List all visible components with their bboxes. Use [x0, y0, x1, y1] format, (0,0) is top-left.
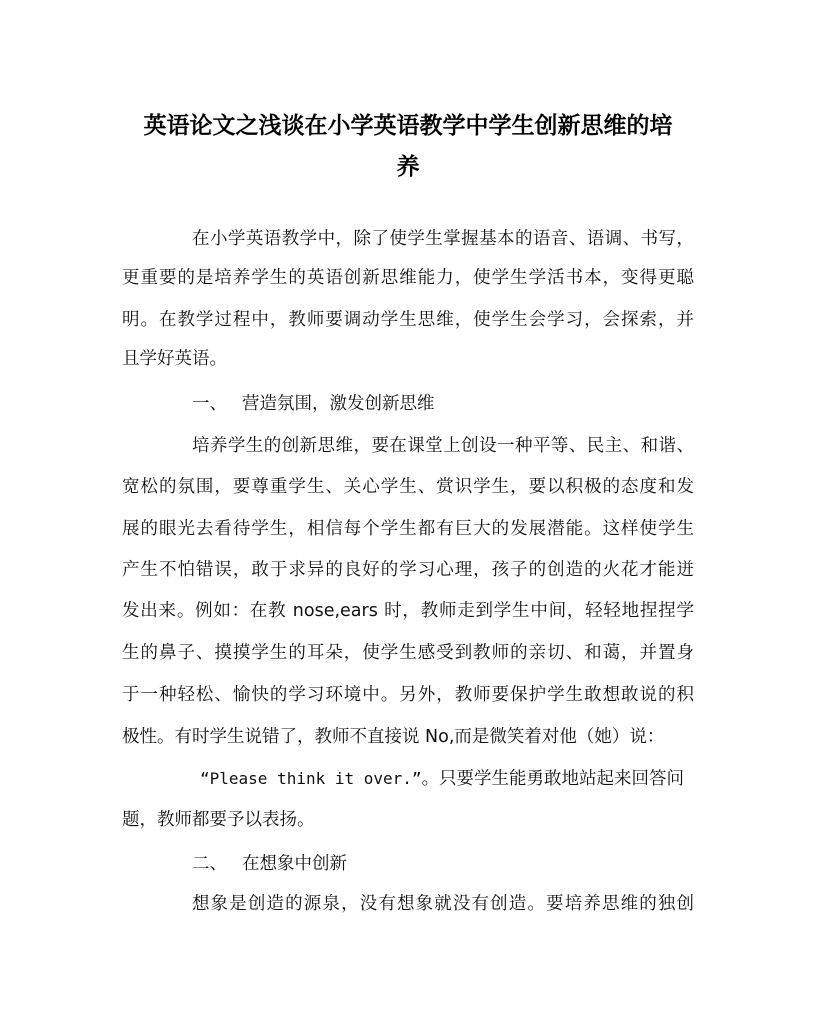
paragraph-line: 于一种轻松、愉快的学习环境中。另外，教师要保护学生敢想敢说的积	[122, 685, 694, 705]
paragraph-line: 培养学生的创新思维，要在课堂上创设一种平等、民主、和谐、	[192, 436, 694, 456]
section-heading-1	[192, 393, 694, 417]
paragraph-line: 且学好英语。	[122, 349, 227, 369]
quote-english: “Please think it over.”	[200, 769, 422, 788]
paragraph-line: 明。在教学过程中，教师要调动学生思维，使学生会学习，会探索，并	[122, 310, 694, 330]
quote-chinese: 。只要学生能勇敢地站起来回答问	[421, 769, 685, 789]
paragraph-line: 展的眼光去看待学生，相信每个学生都有巨大的发展潜能。这样使学生	[122, 519, 694, 539]
paragraph-line: 极性。有时学生说错了，教师不直接说 No,而是微笑着对他（她）说：	[122, 727, 665, 747]
paragraph-line: 更重要的是培养学生的英语创新思维能力，使学生学活书本，变得更聪	[122, 268, 694, 288]
paragraph-line: 产生不怕错误，敢于求异的良好的学习心理，孩子的创造的火花才能迸	[122, 560, 694, 580]
paragraph-line: 在小学英语教学中，除了使学生掌握基本的语音、语调、书写，	[192, 229, 694, 249]
paragraph-line: 想象是创造的源泉，没有想象就没有创造。要培养思维的独创	[192, 894, 694, 914]
section-number: 二、	[192, 854, 227, 874]
paragraph-line: 题，教师都要予以表扬。	[122, 810, 315, 830]
section-heading-text: 营造氛围，激发创新思维	[242, 394, 435, 414]
document-title-line-1: 英语论文之浅谈在小学英语教学中学生创新思维的培	[143, 112, 673, 139]
section-heading-text: 在想象中创新	[242, 854, 347, 874]
paragraph-line: 生的鼻子、摸摸学生的耳朵，使学生感受到教师的亲切、和蔼，并置身	[122, 643, 694, 663]
section-number: 一、	[192, 394, 227, 414]
quote-line	[200, 768, 694, 792]
paragraph-line: 发出来。例如：在教 nose,ears 时，教师走到学生中间，轻轻地捏捏学	[122, 601, 694, 621]
paragraph-line: 宽松的氛围，要尊重学生、关心学生、赏识学生，要以积极的态度和发	[122, 477, 694, 497]
section-heading-2	[192, 853, 694, 877]
document-title-line-2: 养	[396, 153, 420, 180]
